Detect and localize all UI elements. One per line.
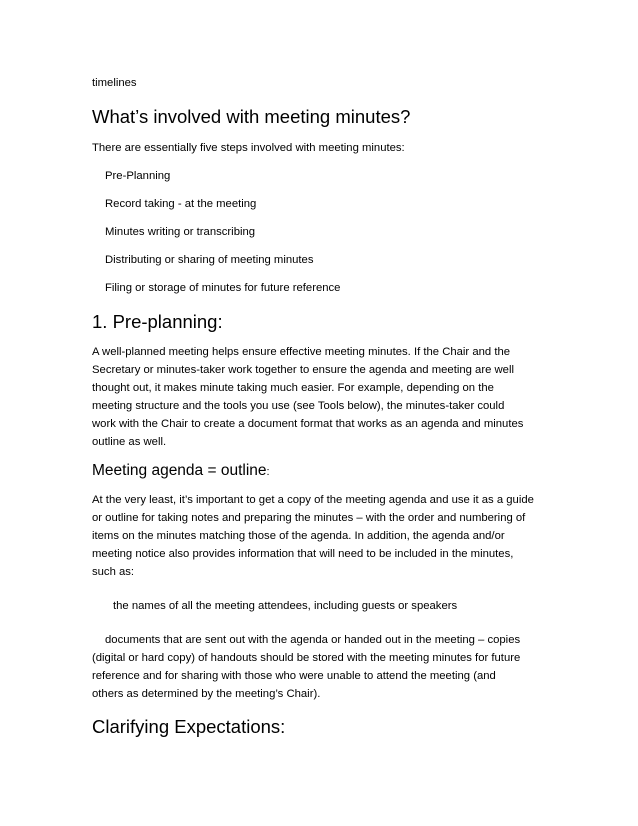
step-item: Record taking - at the meeting (105, 198, 257, 210)
step-item: Filing or storage of minutes for future reference (105, 282, 341, 294)
paragraph-line: (digital or hard copy) of handouts should be stored with the meeting minutes for future (92, 652, 521, 664)
agenda-paragraph (92, 491, 562, 581)
paragraph-line: At the very least, it’s important to get a copy of the meeting agenda and use it as a guide (92, 494, 534, 506)
paragraph-line: A well-planned meeting helps ensure effective meeting minutes. If the Chair and the (92, 346, 511, 358)
paragraph-line: outline as well. (92, 436, 167, 448)
heading-minutes: What’s involved with meeting minutes? (92, 106, 411, 127)
paragraph-line: documents that are sent out with the agenda or handed out in the meeting – copies (105, 634, 521, 646)
paragraph-line: meeting structure and the tools you use (see Tools below), the minutes-taker could (92, 400, 505, 412)
paragraph-line: or outline for taking notes and preparing the minutes – with the order and numbering of (92, 512, 526, 524)
heading-agenda (92, 461, 270, 482)
documents-paragraph (92, 631, 562, 703)
bullet-attendees: the names of all the meeting attendees, including guests or speakers (113, 600, 458, 612)
intro-text: There are essentially five steps involved with meeting minutes: (92, 142, 405, 154)
paragraph-line: Secretary or minutes-taker work together to ensure the agenda and meeting are well (92, 364, 514, 376)
paragraph-line: thought out, it makes minute taking much easier. For example, depending on the (92, 382, 494, 394)
paragraph-line: reference and for sharing with those who were unable to attend the meeting (and (92, 670, 496, 682)
paragraph-line: items on the minutes matching those of the agenda. In addition, the agenda and/or (92, 530, 505, 542)
step-item: Pre-Planning (105, 170, 171, 182)
step-item: Distributing or sharing of meeting minutes (105, 254, 314, 266)
step-item: Minutes writing or transcribing (105, 226, 256, 238)
top-word: timelines (92, 77, 137, 89)
heading-preplanning: 1. Pre-planning: (92, 311, 223, 332)
paragraph-line: such as: (92, 566, 135, 578)
paragraph-line: work with the Chair to create a document format that works as an agenda and minutes (92, 418, 524, 430)
heading-expectations: Clarifying Expectations: (92, 716, 286, 737)
paragraph-line: meeting notice also provides information that will need to be included in the minutes, (92, 548, 514, 560)
paragraph-line: others as determined by the meeting’s Chair). (92, 688, 321, 700)
preplanning-paragraph (92, 343, 562, 451)
heading-agenda-colon: : (266, 466, 270, 478)
heading-agenda-text: Meeting agenda = outline (92, 462, 267, 479)
